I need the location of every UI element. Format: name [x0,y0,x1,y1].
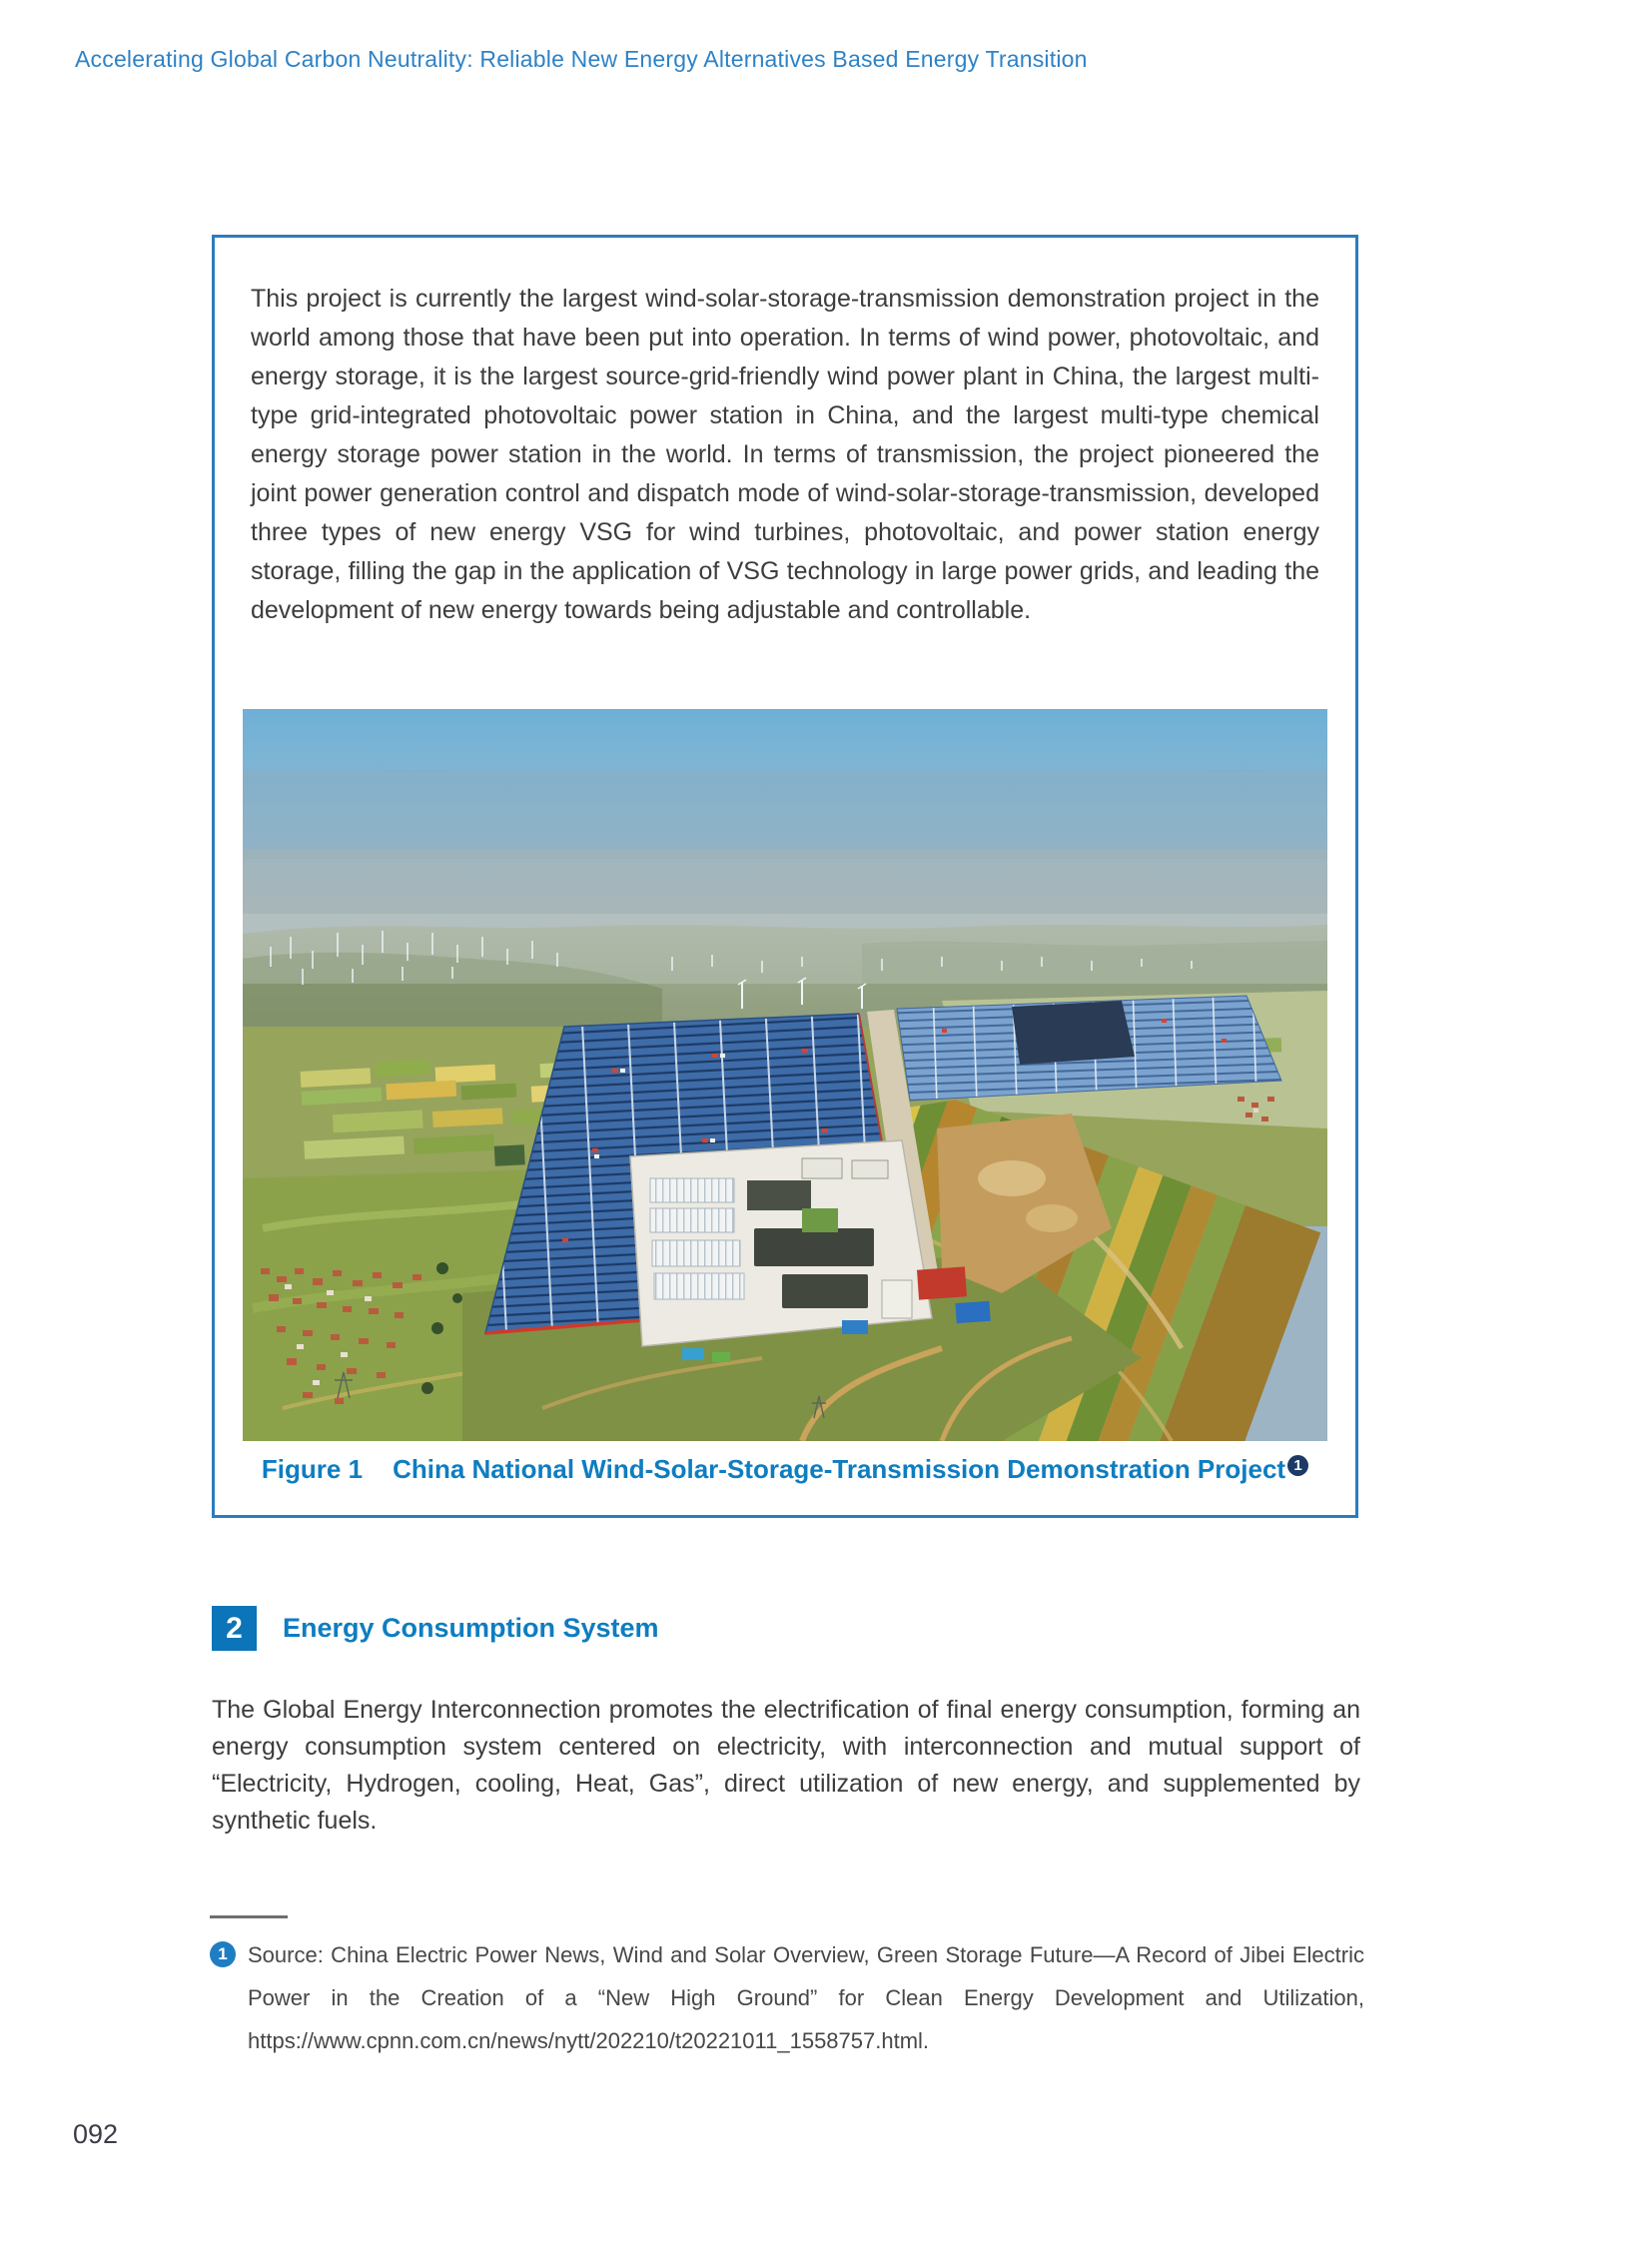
section-paragraph: The Global Energy Interconnection promotes the electrification of final energy consumption, forming an energy consumption system centered on electricity, with interconnection and mutual support of “Electricity, Hydrogen, cooling, Heat, Gas”, direct utilization of new energy, and supplemented by synthetic fuels. [212,1696,1360,1835]
footnote-ref-icon: 1 [1287,1455,1308,1476]
project-description: This project is currently the largest wind-solar-storage-transmission demonstration project in the world among those that have been put into operation. In terms of wind power, photovoltaic, and energy storage, it is the largest source-grid-friendly wind power plant in China, the largest multi-type grid-integrated photovoltaic power station in China, and the largest multi-type chemical energy storage power station in the world. In terms of transmission, the project pioneered the joint power generation control and dispatch mode of wind-solar-storage-transmission, developed three types of new energy VSG for wind turbines, photovoltaic, and power station energy storage, filling the gap in the application of VSG technology in large power grids, and leading the development of new energy towards being adjustable and controllable. [251,285,1319,624]
figure-title: China National Wind-Solar-Storage-Transmission Demonstration Project [393,1454,1286,1484]
running-header: Accelerating Global Carbon Neutrality: Reliable New Energy Alternatives Based Energy Transition [75,46,1088,72]
section-heading [212,1606,659,1651]
page-number: 092 [73,2119,119,2149]
footnote-marker-icon: 1 [210,1941,236,1967]
aerial-photo-illustration [243,709,1327,1441]
footnote-text: Source: China Electric Power News, Wind and Solar Overview, Green Storage Future—A Record of Jibei Electric Power in the Creation of a “New High Ground” for Clean Energy Development and Utilization, https://www.cpnn.com.cn/news/nytt/202210/t20221011_1558757.html. [248,1942,1364,2053]
highlight-box [212,235,1358,1518]
footnote-divider [210,1915,288,1918]
section-number-badge: 2 [212,1606,257,1651]
figure-label: Figure 1 [261,1454,364,1484]
aerial-photo [243,709,1327,1441]
footnote [210,1933,1364,2062]
figure-caption [215,1454,1355,1485]
section-title: Energy Consumption System [283,1613,659,1643]
